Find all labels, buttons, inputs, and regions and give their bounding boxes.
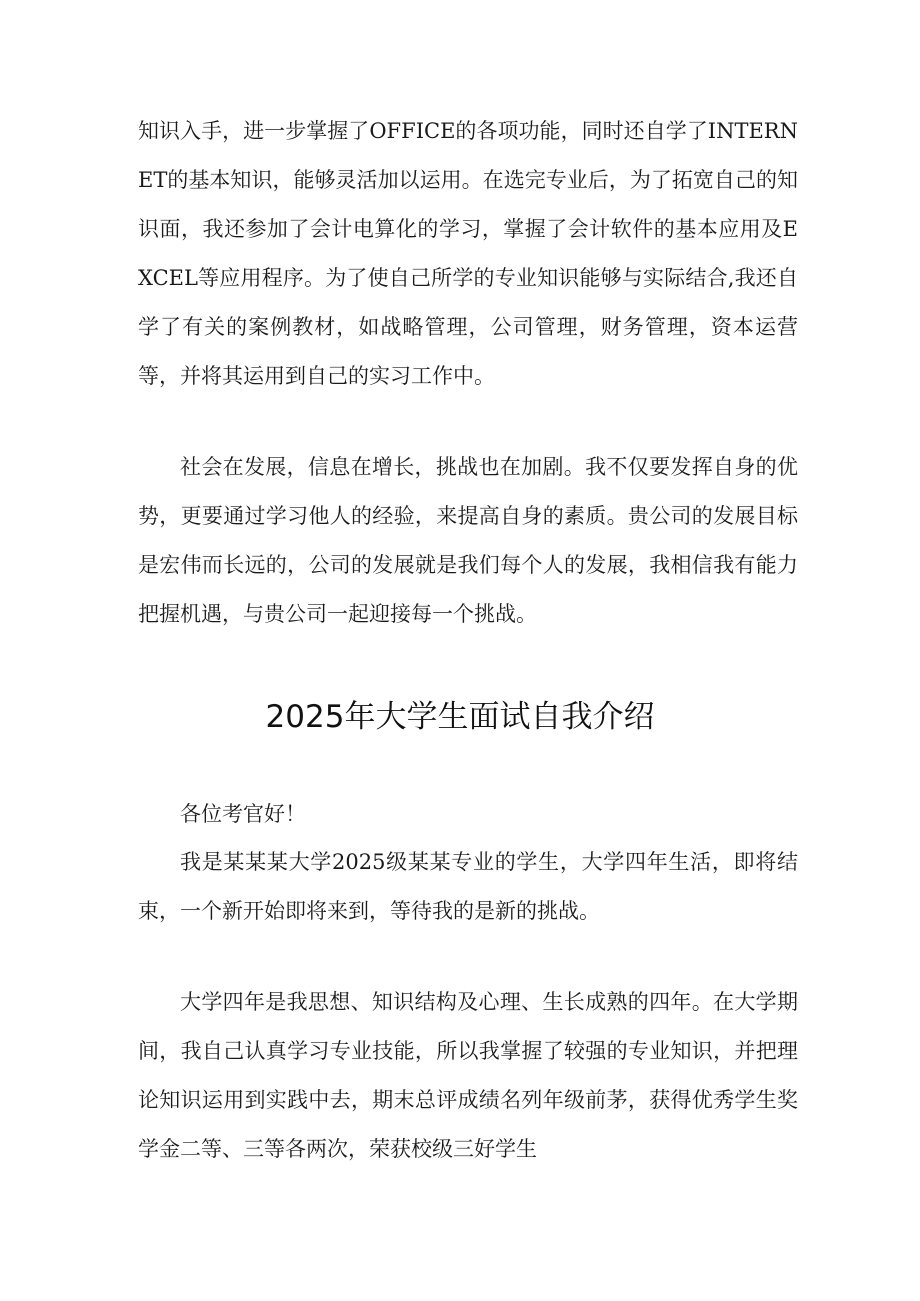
paragraph-university: 大学四年是我思想、知识结构及心理、生长成熟的四年。在大学期间，我自己认真学习专业技能，所以我掌握了较强的专业知识，并把理论知识运用到实践中去，期末总评成绩名列年级前茅，获得优秀学生奖学金二等、三等各两次，荣获校级三好学生: [138, 990, 798, 1161]
greeting: 各位考官好！: [180, 802, 306, 826]
paragraph-continuation: 知识入手，进一步掌握了OFFICE的各项功能，同时还自学了INTERNET的基本知识，能够灵活加以运用。在选完专业后，为了拓宽自己的知识面，我还参加了会计电算化的学习，掌握了会计软件的基本应用及EXCEL等应用程序。为了使自己所学的专业知识能够与实际结合,我还自学了有关的案例教材，如战略管理，公司管理，财务管理，资本运营等，并将其运用到自己的实习工作中。: [138, 119, 798, 388]
document-title: 2025年大学生面试自我介绍: [265, 699, 655, 735]
paragraph-society: 社会在发展，信息在增长，挑战也在加剧。我不仅要发挥自身的优势，更要通过学习他人的经验，来提高自身的素质。贵公司的发展目标是宏伟而长远的，公司的发展就是我们每个人的发展，我相信我有能力把握机遇，与贵公司一起迎接每一个挑战。: [138, 455, 798, 626]
paragraph-intro: 我是某某某大学2025级某某专业的学生，大学四年生活，即将结束，一个新开始即将来到，等待我的是新的挑战。: [138, 850, 798, 923]
